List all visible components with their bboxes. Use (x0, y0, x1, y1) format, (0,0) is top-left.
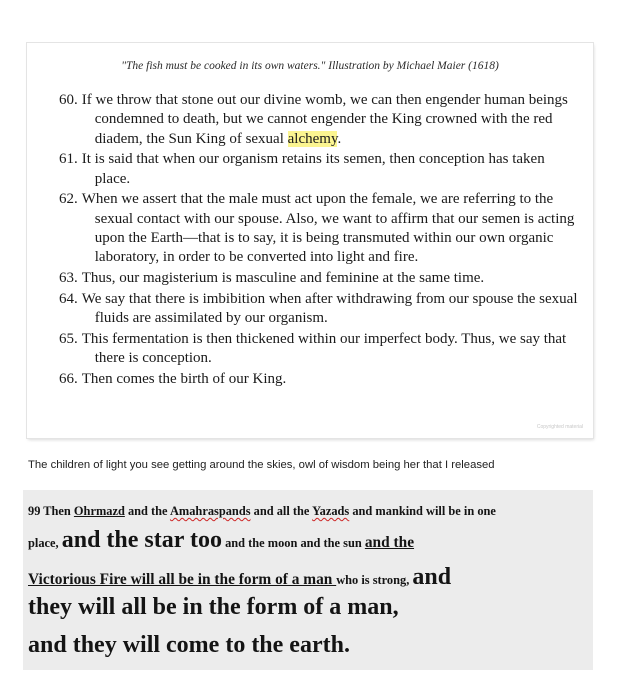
underlined-text: and the (364, 534, 415, 551)
verse-text: there is conception. (94, 350, 212, 367)
spellcheck-word: Yazads (312, 504, 350, 518)
scripture-quote (23, 490, 593, 670)
verse-text: This fermentation is then thickened within our imperfect body. Thus, we say that (81, 331, 567, 348)
verse-text: Thus, our magisterium is masculine and feminine at the same time. (81, 270, 485, 287)
verse-text: When we assert that the male must act upon the female, we are referring to the (81, 191, 554, 208)
verse-list (59, 91, 579, 391)
verse-number: 66. (59, 371, 78, 388)
verse-number: 64. (59, 290, 78, 307)
verse-62 (59, 190, 579, 267)
spellcheck-word: Amahraspands (169, 504, 251, 518)
verse-text: place. (94, 170, 131, 187)
comment-text: The children of light you see getting around the skies, owl of wisdom being her that I released (28, 459, 495, 471)
verse-text: Then comes the birth of our King. (81, 371, 287, 388)
quote-line-5: and they will come to the earth. (28, 632, 350, 658)
verse-text: laboratory, in order to be converted into light and fire. (94, 249, 419, 266)
verse-66 (59, 370, 579, 389)
illustration-caption: "The fish must be cooked in its own waters." Illustration by Michael Maier (1618) (121, 60, 499, 72)
verse-text: It is said that when our organism retains its semen, then conception has taken (81, 151, 545, 168)
verse-text: fluids are assimilated by our organism. (94, 310, 328, 327)
quote-line-4: they will all be in the form of a man, (28, 594, 399, 620)
highlighted-word: alchemy (287, 130, 338, 147)
underlined-text: Victorious Fire will all be in the form of a man (28, 571, 337, 588)
verse-number: 65. (59, 331, 78, 348)
verse-61 (59, 150, 579, 189)
verse-text: If we throw that stone out our divine womb, we can then engender human beings (81, 92, 568, 108)
verse-number: 62. (59, 191, 78, 208)
book-page-image (27, 43, 593, 438)
verse-60: 60. If we throw that stone out our divine womb, we can then engender human beings condemned to death, but we cannot engender the King crowned with the red diadem, the Sun King of sexual alchemy. (59, 91, 579, 149)
verse-number: 63. (59, 270, 78, 287)
proper-noun: Ohrmazd (73, 504, 125, 518)
quote-line-2: place, and the star too and the moon and the sun and the (28, 527, 415, 553)
verse-65 (59, 330, 579, 369)
verse-64 (59, 290, 579, 329)
verse-text: condemned to death, but we cannot engender the King crowned with the red (94, 111, 553, 128)
quote-line-3: Victorious Fire will all be in the form of a man who is strong, and (28, 564, 452, 590)
verse-text: upon the Earth—that is to say, it is being transmuted within our own organic (94, 230, 554, 247)
emphasis-text: and the star too (61, 527, 222, 553)
verse-number: 61. (59, 151, 78, 168)
verse-text: We say that there is imbibition when after withdrawing from our spouse the sexual (81, 290, 578, 307)
quote-line-1: 99 Then Ohrmazd and the Amahraspands and all the Yazads and mankind will be in one (28, 504, 496, 518)
verse-text: sexual contact with our spouse. Also, we want to affirm that our semen is acting (94, 210, 575, 227)
verse-number: 60. (59, 92, 78, 108)
verse-63 (59, 269, 579, 288)
emphasis-text: and (412, 564, 452, 590)
copyright-stamp: Copyrighted material (536, 424, 583, 430)
verse-text: diadem, the Sun King of sexual (94, 130, 288, 147)
